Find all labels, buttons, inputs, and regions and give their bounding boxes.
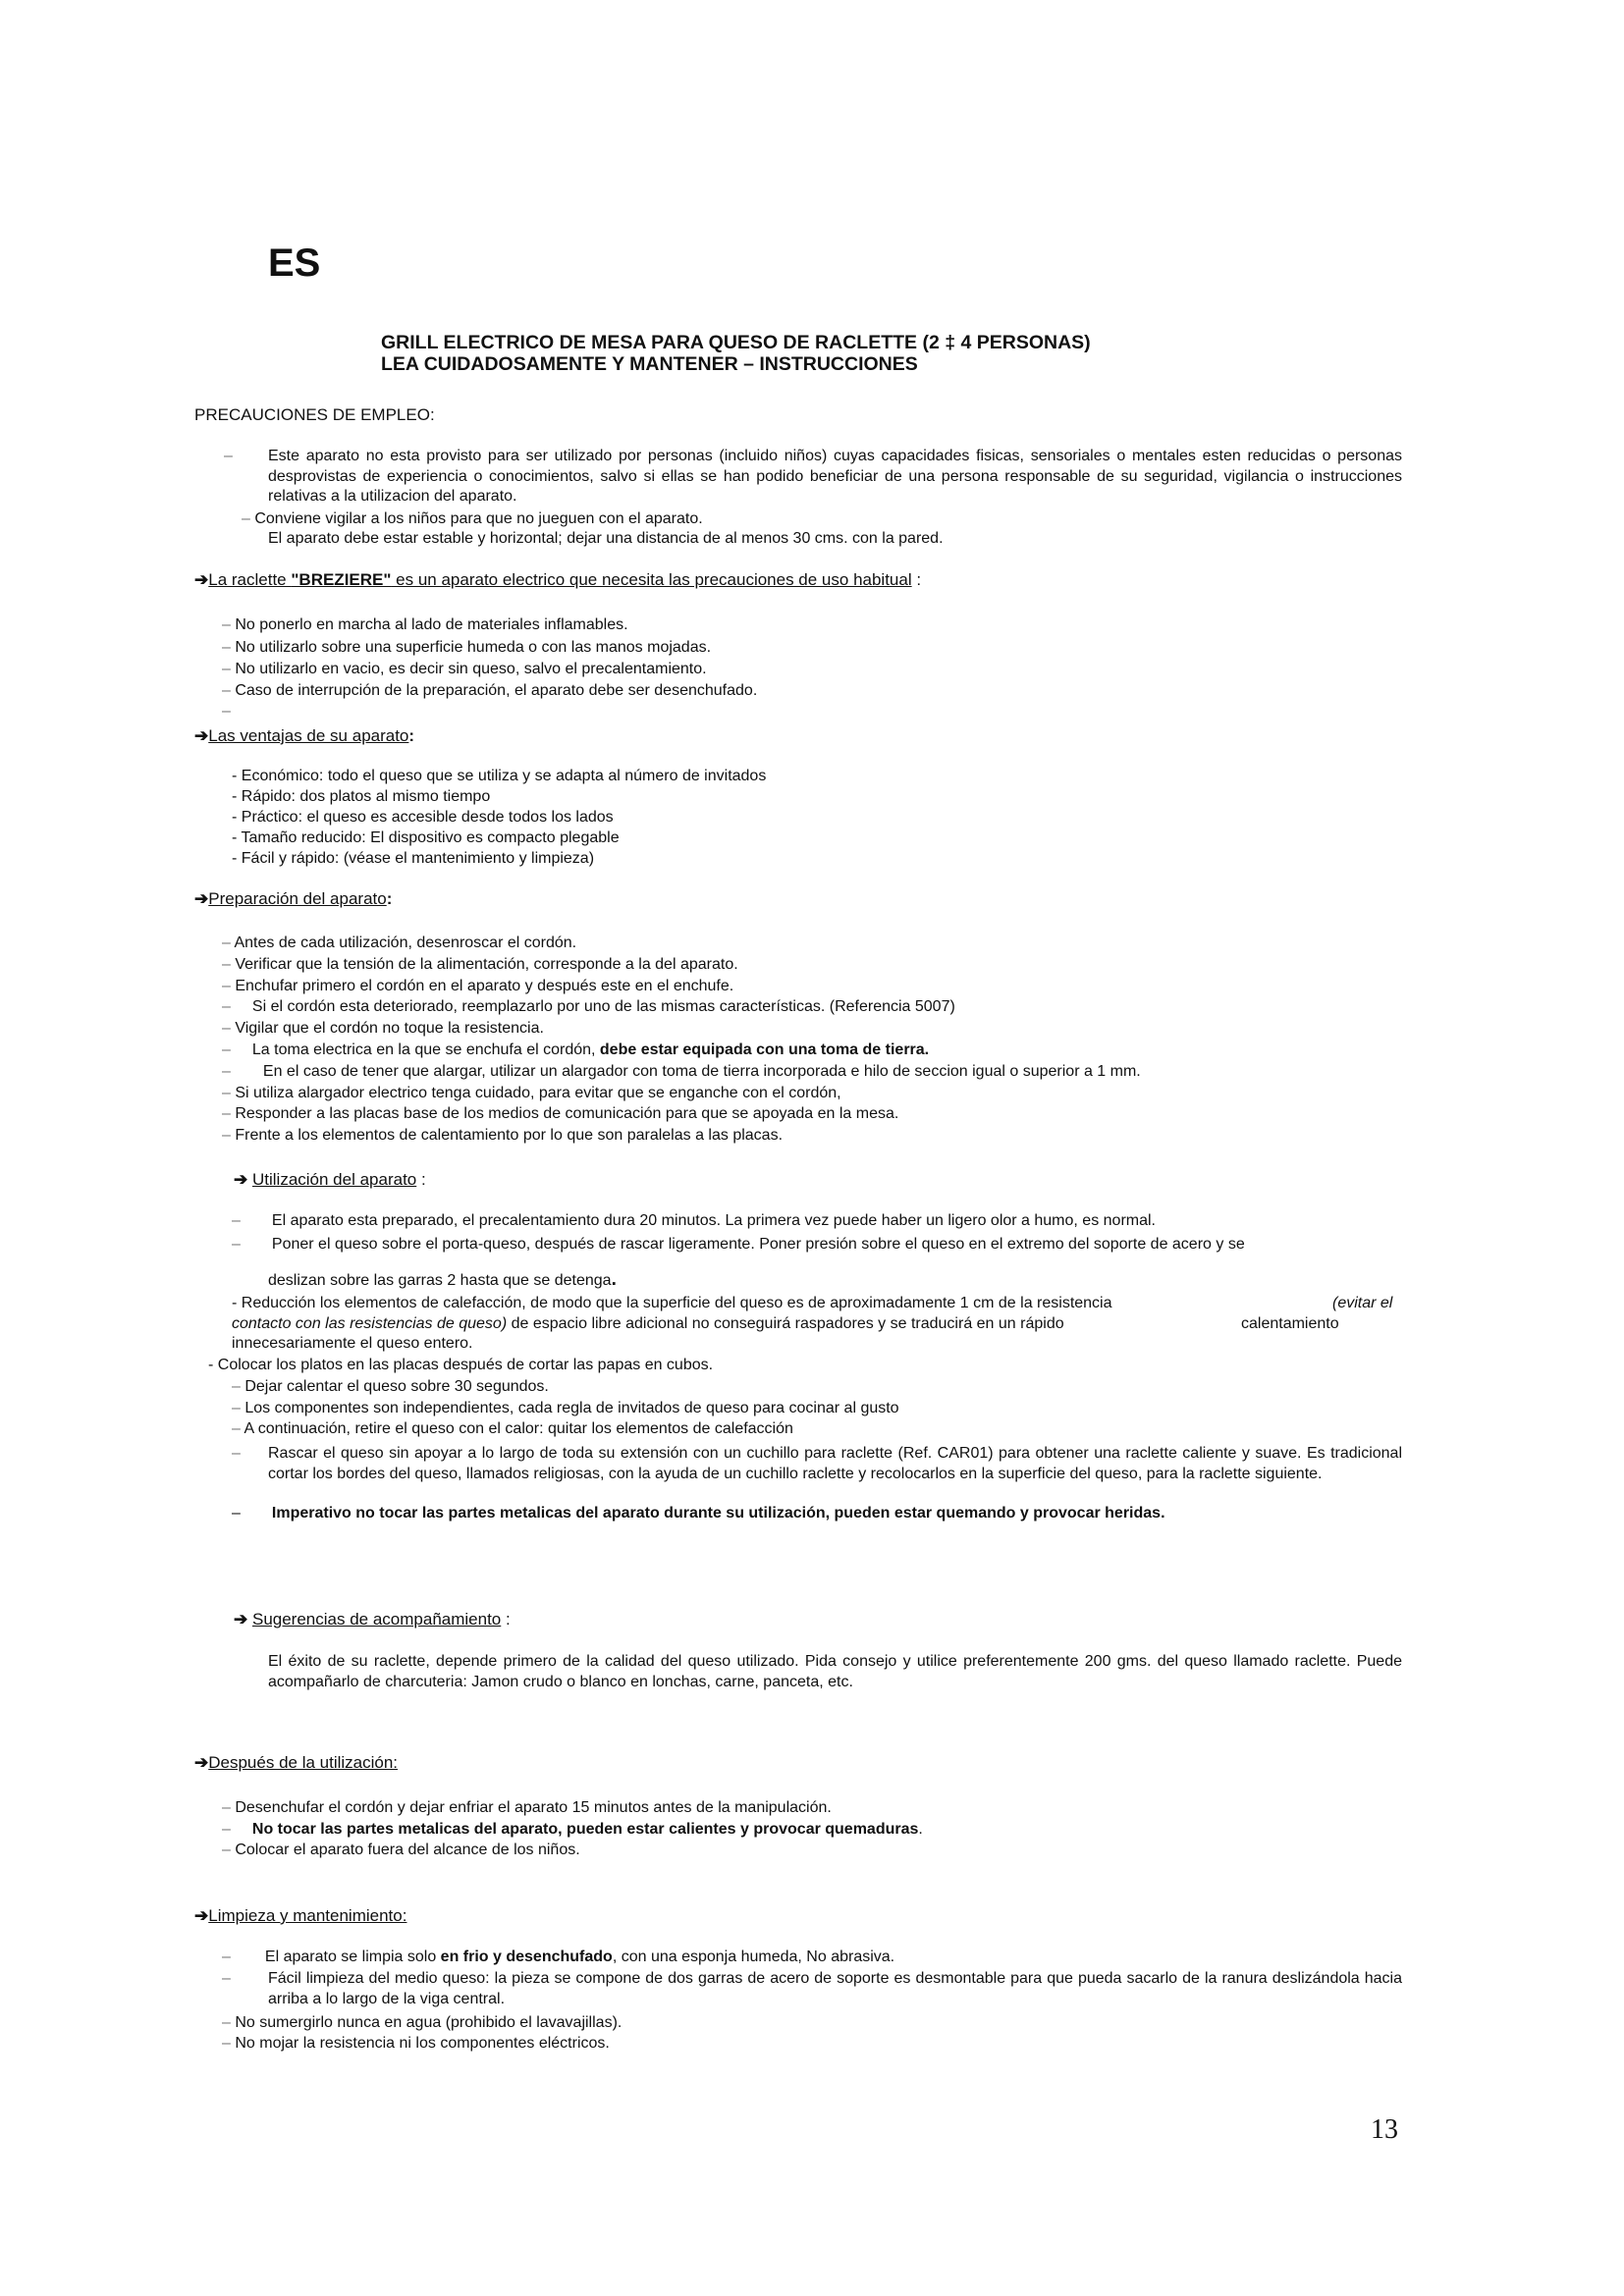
dash-marker: – (222, 1970, 231, 1987)
precaution-item-1: Este aparato no esta provisto para ser utilizado por personas (incluido niños) cuyas capacidades fisicas, sensoriales o mentales esten reducidas o personas desprovistas de experiencia o conocimientos, salvo si ellas se han podido beneficiar de una persona responsable de su seguridad, vigilancia o instrucciones relativas a la utilizacion del aparato. (268, 448, 1402, 505)
section-heading-utilizacion: ➔ Utilización del aparato : (234, 1170, 426, 1189)
list-item: - Práctico: el queso es accesible desde todos los lados (232, 809, 614, 826)
list-item: – No ponerlo en marcha al lado de materiales inflamables. (222, 616, 628, 633)
usage-item-3: - Reducción los elementos de calefacción, de modo que la superficie del queso es de aproximadamente 1 cm de la resistencia (evitar el contacto con las resistencias de queso) de espacio libre adicional no conseguirá raspadores y se traducirá en un rápido calentamiento innecesariamente el queso entero. (232, 1295, 1393, 1352)
raclette-list (222, 615, 757, 722)
language-code: ES (268, 241, 321, 285)
arrow-right-icon: ➔ (194, 1906, 209, 1925)
list-item: - Rápido: dos platos al mismo tiempo (232, 788, 491, 805)
list-item: – Vigilar que el cordón no toque la resistencia. (222, 1020, 544, 1038)
list-item: – No tocar las partes metalicas del aparato, pueden estar calientes y provocar quemaduras. (222, 1820, 923, 1838)
cleaning-item-2: Fácil limpieza del medio queso: la pieza se compone de dos garras de acero de soporte es desmontable para que pueda sacarlo de la ranura deslizándola hacia arriba a lo largo de la viga central. (268, 1970, 1402, 2007)
list-item: – Desenchufar el cordón y dejar enfriar el aparato 15 minutos antes de la manipulación. (222, 1799, 832, 1816)
list-item: – Los componentes son independientes, cada regla de invitados de queso para cocinar al gusto (232, 1399, 899, 1416)
list-item: – Si utiliza alargador electrico tenga cuidado, para evitar que se enganche con el cordón, (222, 1084, 841, 1101)
usage-item-2-cont: deslizan sobre las garras 2 hasta que se detenga. (268, 1269, 617, 1290)
cleaning-item-1: – El aparato se limpia solo en frio y desenchufado, con una esponja humeda, No abrasiva. (222, 1949, 895, 1965)
despues-list (222, 1797, 923, 1861)
section-heading-despues: ➔Después de la utilización: (194, 1753, 399, 1772)
list-item: – Caso de interrupción de la preparación, el aparato debe ser desenchufado. (222, 681, 758, 699)
list-item: – En el caso de tener que alargar, utilizar un alargador con toma de tierra incorporada e hilo de seccion igual o superior a 1 mm. (222, 1062, 1141, 1080)
section-heading-raclette: ➔La raclette "BREZIERE" es un aparato electrico que necesita las precauciones de uso habitual : (194, 570, 922, 589)
list-item: – Dejar calentar el queso sobre 30 segundos. (232, 1378, 549, 1395)
arrow-right-icon: ➔ (234, 1610, 248, 1629)
section-heading-precauciones: PRECAUCIONES DE EMPLEO: (194, 405, 435, 424)
section-heading-sugerencias: ➔ Sugerencias de acompañamiento : (234, 1610, 511, 1629)
list-item: – Verificar que la tensión de la alimentación, corresponde a la del aparato. (222, 955, 738, 973)
usage-item-6: Rascar el queso sin apoyar a lo largo de toda su extensión con un cuchillo para raclette (Ref. CAR01) para obtener una raclette caliente y suave. Es tradicional cortar los bordes del queso, llamados religiosas, con la ayuda de un cuchillo raclette y recolocarlos en la superficie del queso, para la raclette siguiente. (268, 1445, 1402, 1482)
usage-item-2: – Poner el queso sobre el porta-queso, después de rascar ligeramente. Poner presión sobre el queso en el extremo del soporte de acero y se (232, 1236, 1245, 1253)
suggestion-text: El éxito de su raclette, depende primero de la calidad del queso utilizado. Pida consejo y utilice preferentemente 200 gms. del queso llamado raclette. Puede acompañarlo de charcuteria: Jamon crudo o blanco en lonchas, carne, panceta, etc. (268, 1653, 1402, 1690)
preparacion-list (222, 933, 1141, 1147)
page-number: 13 (1371, 2114, 1398, 2145)
list-item: – No mojar la resistencia ni los componentes eléctricos. (222, 2035, 610, 2052)
arrow-right-icon: ➔ (234, 1170, 248, 1189)
precaution-item-2: – Conviene vigilar a los niños para que no jueguen con el aparato. (242, 510, 703, 527)
list-item: – (222, 703, 231, 720)
arrow-right-icon: ➔ (194, 570, 209, 589)
list-item: – Frente a los elementos de calentamiento por lo que son paralelas a las placas. (222, 1127, 784, 1145)
precaution-item-3: El aparato debe estar estable y horizontal; dejar una distancia de al menos 30 cms. con la pared. (268, 530, 944, 547)
list-item: – A continuación, retire el queso con el calor: quitar los elementos de calefacción (232, 1420, 793, 1437)
dash-marker: – (224, 448, 233, 464)
list-item: - Fácil y rápido: (véase el mantenimiento y limpieza) (232, 850, 595, 867)
list-item: - Tamaño reducido: El dispositivo es compacto plegable (232, 829, 620, 846)
usage-item-1: – El aparato esta preparado, el precalentamiento dura 20 minutos. La primera vez puede haber un ligero olor a humo, es normal. (232, 1212, 1156, 1229)
section-heading-preparacion: ➔Preparación del aparato: (194, 889, 393, 908)
list-item: – Antes de cada utilización, desenroscar el cordón. (222, 934, 577, 951)
arrow-right-icon: ➔ (194, 889, 209, 908)
list-item: – La toma electrica en la que se enchufa el cordón, debe estar equipada con una toma de tierra. (222, 1041, 930, 1058)
title-line-2: LEA CUIDADOSAMENTE Y MANTENER – INSTRUCCIONES (381, 353, 918, 375)
document-title (381, 332, 1091, 375)
list-item: – No utilizarlo en vacio, es decir sin queso, salvo el precalentamiento. (222, 661, 707, 677)
list-item: – Responder a las placas base de los medios de comunicación para que se apoyada en la mesa. (222, 1105, 899, 1123)
list-item: – No utilizarlo sobre una superficie humeda o con las manos mojadas. (222, 638, 712, 656)
limpieza-list (222, 2012, 622, 2054)
list-item: – Si el cordón esta deteriorado, reemplazarlo por uno de las mismas características. (Referencia 5007) (222, 998, 955, 1016)
usage-item-4: - Colocar los platos en las placas después de cortar las papas en cubos. (208, 1357, 714, 1373)
list-item: - Económico: todo el queso que se utiliza y se adapta al número de invitados (232, 768, 767, 784)
list-item: – No sumergirlo nunca en agua (prohibido el lavavajillas). (222, 2014, 623, 2031)
section-heading-limpieza: ➔Limpieza y mantenimiento: (194, 1906, 407, 1925)
title-line-1: GRILL ELECTRICO DE MESA PARA QUESO DE RACLETTE (2 ‡ 4 PERSONAS) (381, 332, 1091, 353)
arrow-right-icon: ➔ (194, 726, 209, 745)
list-item: – Colocar el aparato fuera del alcance de los niños. (222, 1842, 580, 1858)
section-heading-ventajas: ➔Las ventajas de su aparato: (194, 726, 415, 745)
usage-warning: – Imperativo no tocar las partes metalicas del aparato durante su utilización, pueden estar quemando y provocar heridas. (232, 1505, 1165, 1522)
usage-list (232, 1376, 899, 1440)
arrow-right-icon: ➔ (194, 1753, 209, 1772)
list-item: – Enchufar primero el cordón en el aparato y después este en el enchufe. (222, 977, 734, 994)
ventajas-list (232, 766, 766, 869)
dash-marker: – (232, 1445, 241, 1462)
